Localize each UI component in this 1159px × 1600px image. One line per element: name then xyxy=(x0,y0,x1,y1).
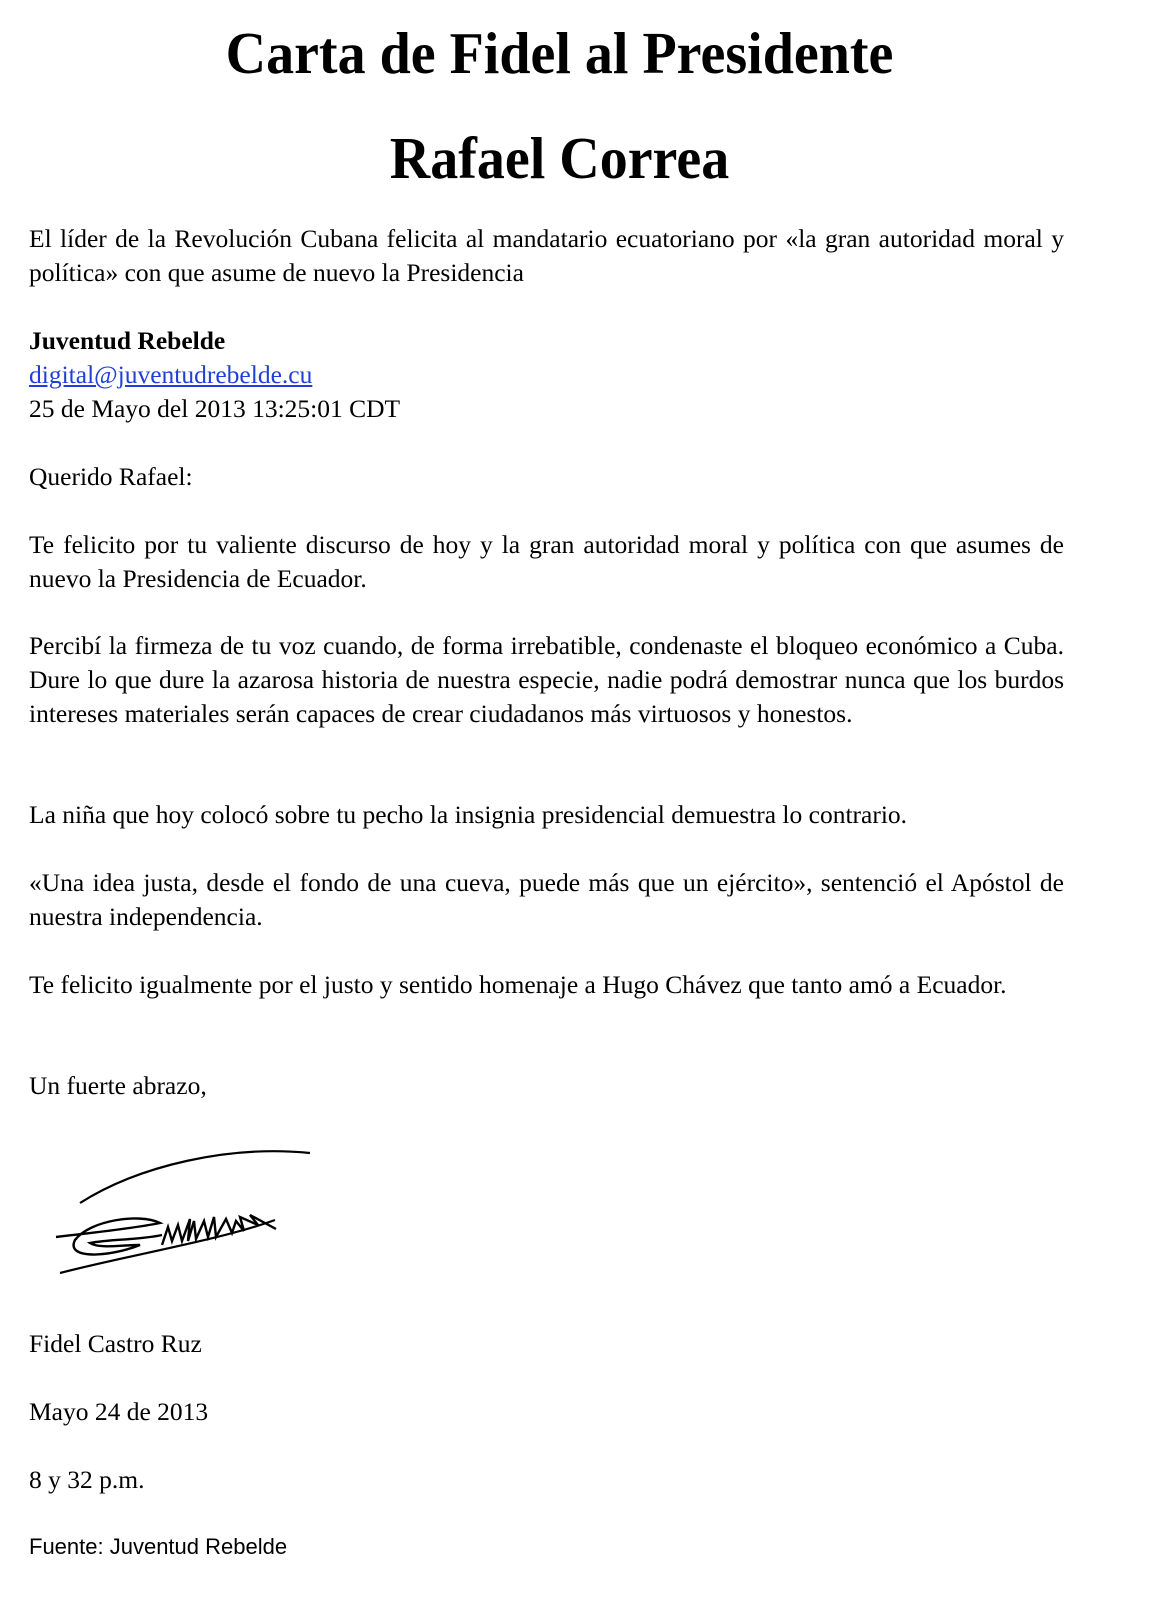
letter-time: 8 y 32 p.m. xyxy=(29,1465,145,1494)
byline-email-link[interactable]: digital@juventudrebelde.cu xyxy=(29,360,313,389)
signature-image xyxy=(50,1145,320,1275)
letter-paragraph: Te felicito por tu valiente discurso de hoy y la gran autoridad moral y política con que asumes de nuevo la Presidencia de Ecuador. xyxy=(29,530,1064,593)
letter-paragraph: La niña que hoy colocó sobre tu pecho la insignia presidencial demuestra lo contrario. xyxy=(29,800,908,829)
letter-paragraph: «Una idea justa, desde el fondo de una cueva, puede más que un ejército», sentenció el Apóstol de nuestra independencia. xyxy=(29,868,1064,931)
article-subtitle: El líder de la Revolución Cubana felicita al mandatario ecuatoriano por «la gran autoridad moral y política» con que asume de nuevo la Presidencia xyxy=(29,224,1064,287)
signer-name: Fidel Castro Ruz xyxy=(29,1329,202,1358)
byline-source: Juventud Rebelde xyxy=(29,326,226,355)
letter-date: Mayo 24 de 2013 xyxy=(29,1397,209,1426)
letter-paragraph: Te felicito igualmente por el justo y sentido homenaje a Hugo Chávez que tanto amó a Ecuador. xyxy=(29,970,1007,999)
article-title-line-1: Carta de Fidel al Presidente xyxy=(225,21,894,87)
letter-salutation: Querido Rafael: xyxy=(29,462,193,491)
byline-datetime: 25 de Mayo del 2013 13:25:01 CDT xyxy=(29,394,401,423)
article-title-line-2: Rafael Correa xyxy=(389,126,730,192)
letter-closing: Un fuerte abrazo, xyxy=(29,1071,207,1100)
letter-paragraph: Percibí la firmeza de tu voz cuando, de forma irrebatible, condenaste el bloqueo económico a Cuba. Dure lo que dure la azarosa historia de nuestra especie, nadie podrá demostrar nunca que los burdos intereses materiales serán capaces de crear ciudadanos más virtuosos y honestos. xyxy=(29,631,1064,728)
source-note: Fuente: Juventud Rebelde xyxy=(29,1534,288,1559)
